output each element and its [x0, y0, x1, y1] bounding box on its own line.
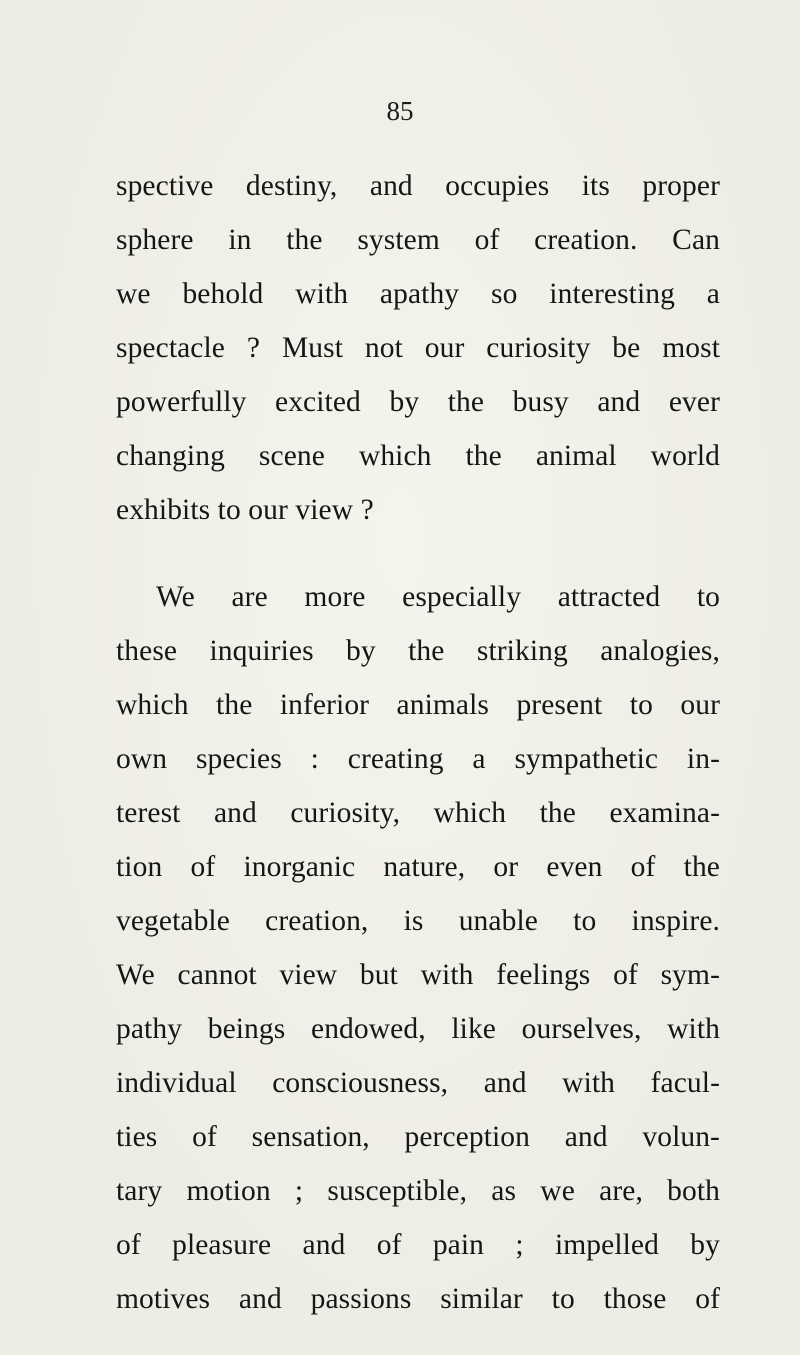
- text-line: we behold with apathy so interesting a: [116, 278, 720, 310]
- page-number: 85: [386, 96, 414, 126]
- text-line: pathy beings endowed, like ourselves, with: [116, 1013, 720, 1045]
- text-line: spective destiny, and occupies its proper: [116, 170, 720, 202]
- text-line: exhibits to our view ?: [116, 494, 374, 526]
- text-line: sphere in the system of creation. Can: [116, 224, 720, 256]
- text-line: which the inferior animals present to our: [116, 689, 720, 721]
- text-line: We cannot view but with feelings of sym-: [116, 959, 720, 991]
- text-line: vegetable creation, is unable to inspire.: [116, 905, 720, 937]
- text-line: motives and passions similar to those of: [116, 1283, 720, 1315]
- text-line: these inquiries by the striking analogies,: [116, 635, 720, 667]
- text-line: powerfully excited by the busy and ever: [116, 386, 720, 418]
- text-line: changing scene which the animal world: [116, 440, 720, 472]
- text-line: individual consciousness, and with facul-: [116, 1067, 720, 1099]
- text-line: tion of inorganic nature, or even of the: [116, 851, 720, 883]
- text-line: spectacle ? Must not our curiosity be most: [116, 332, 720, 364]
- text-line: of pleasure and of pain ; impelled by: [116, 1229, 720, 1261]
- text-line: We are more especially attracted to: [156, 581, 720, 613]
- text-line: tary motion ; susceptible, as we are, both: [116, 1175, 720, 1207]
- text-line: terest and curiosity, which the examina-: [116, 797, 720, 829]
- text-line: ties of sensation, perception and volun-: [116, 1121, 720, 1153]
- text-line: own species : creating a sympathetic in-: [116, 743, 720, 775]
